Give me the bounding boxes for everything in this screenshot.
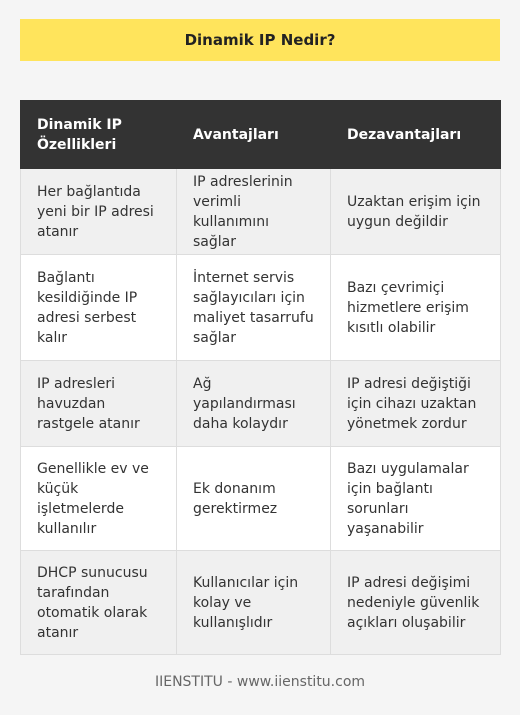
- table-cell: Kullanıcılar için kolay ve kullanışlıdır: [177, 551, 331, 655]
- table-cell: Genellikle ev ve küçük işletmelerde kullanılır: [21, 447, 177, 551]
- table-row: [21, 447, 501, 551]
- table-cell: Uzaktan erişim için uygun değildir: [331, 169, 501, 255]
- table-header-row: [21, 101, 501, 169]
- table-cell: İnternet servis sağlayıcıları için maliyet tasarrufu sağlar: [177, 255, 331, 361]
- comparison-table: [20, 100, 501, 655]
- table-cell: Ek donanım gerektirmez: [177, 447, 331, 551]
- column-header-features: Dinamik IP Özellikleri: [21, 101, 177, 169]
- table-cell: DHCP sunucusu tarafından otomatik olarak atanır: [21, 551, 177, 655]
- table-cell: Her bağlantıda yeni bir IP adresi atanır: [21, 169, 177, 255]
- footer-credit: IIENSTITU - www.iienstitu.com: [154, 674, 366, 690]
- table-cell: IP adreslerinin verimli kullanımını sağlar: [177, 169, 331, 255]
- table-cell: Bazı çevrimiçi hizmetlere erişim kısıtlı olabilir: [331, 255, 501, 361]
- table-cell: Bağlantı kesildiğinde IP adresi serbest kalır: [21, 255, 177, 361]
- table-cell: Ağ yapılandırması daha kolaydır: [177, 361, 331, 447]
- table-cell: Bazı uygulamalar için bağlantı sorunları yaşanabilir: [331, 447, 501, 551]
- column-header-disadvantages: Dezavantajları: [331, 101, 501, 169]
- table-row: [21, 255, 501, 361]
- table-cell: IP adresi değişimi nedeniyle güvenlik açıkları oluşabilir: [331, 551, 501, 655]
- table-cell: IP adresi değiştiği için cihazı uzaktan yönetmek zordur: [331, 361, 501, 447]
- table-cell: IP adresleri havuzdan rastgele atanır: [21, 361, 177, 447]
- table-row: [21, 551, 501, 655]
- table-row: [21, 361, 501, 447]
- table-row: [21, 169, 501, 255]
- column-header-advantages: Avantajları: [177, 101, 331, 169]
- page-title: Dinamik IP Nedir?: [20, 19, 500, 61]
